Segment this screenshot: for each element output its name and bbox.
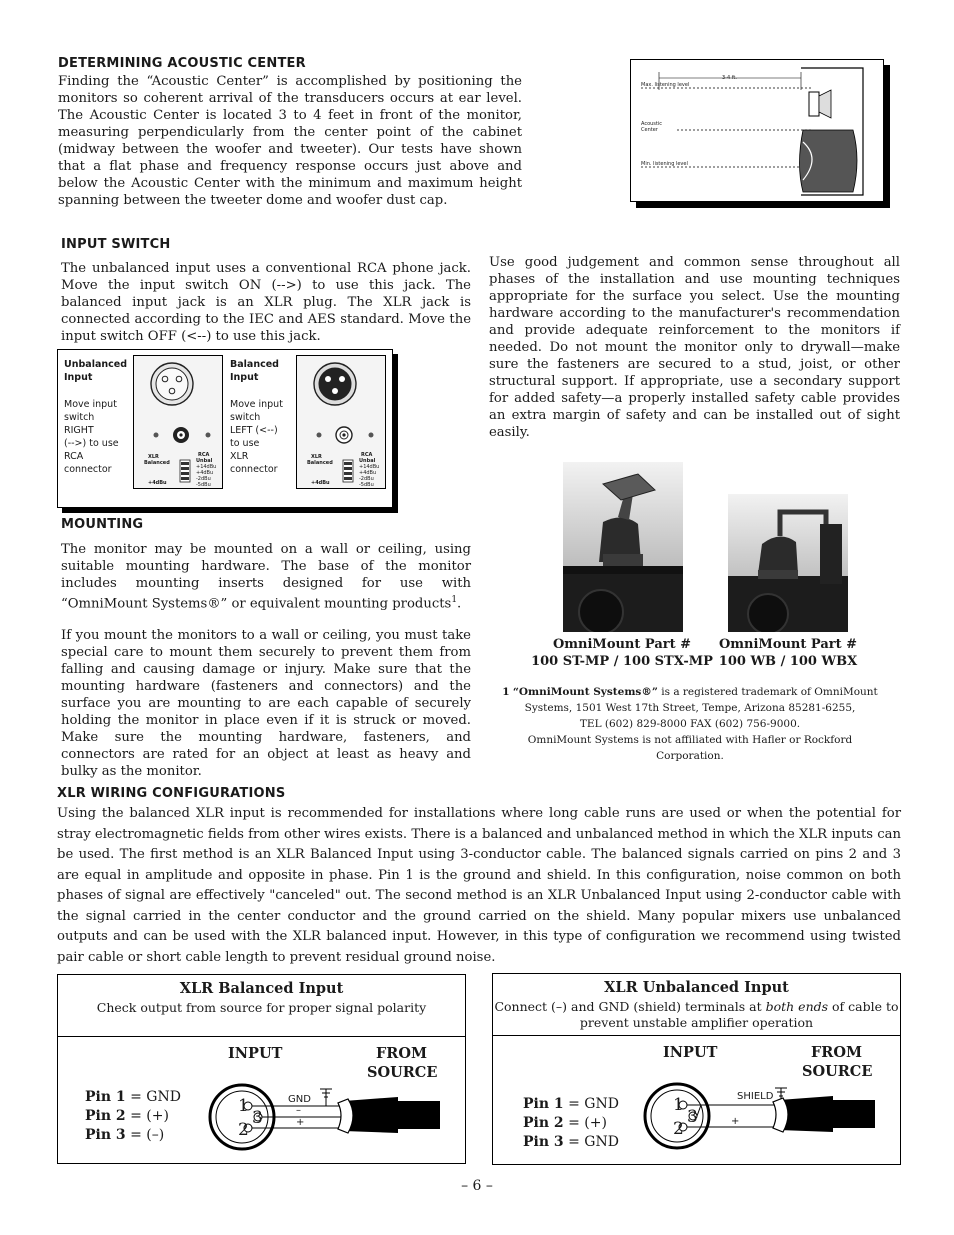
- diagram-center-label-2: Center: [641, 127, 658, 133]
- right-level-2: +4dBu: [359, 470, 377, 476]
- unbalanced-box-divider: [493, 1035, 900, 1036]
- omnimount-photo-1: [563, 462, 683, 632]
- xlr-balanced-box: [57, 974, 466, 1164]
- balanced-jack-plate: [296, 355, 386, 489]
- xlr-heading: XLR WIRING CONFIGURATIONS: [57, 786, 286, 801]
- acoustic-center-diagram: [630, 59, 884, 202]
- left-xlr-label-1: XLR: [148, 454, 159, 460]
- unbalanced-line-4: (-->) to use: [64, 438, 119, 449]
- unbalanced-line-3: RIGHT: [64, 425, 94, 436]
- diagram-min-label: Min. listening level: [641, 161, 688, 167]
- balanced-pin-2-key: Pin 2: [85, 1108, 126, 1124]
- unbalanced-pin-num-3: 3: [687, 1107, 698, 1127]
- balanced-minus-label: –: [296, 1105, 301, 1116]
- unbalanced-line-6: connector: [64, 464, 112, 475]
- unbalanced-sub-emphasis: both ends: [765, 999, 829, 1014]
- unbalanced-jack-plate: [133, 355, 223, 489]
- balanced-line-2: switch: [230, 412, 261, 423]
- left-plus-label: +4dBu: [148, 480, 167, 486]
- balanced-box-divider: [58, 1036, 465, 1037]
- footnote-line-1-text: is a registered trademark of OmniMount: [657, 686, 878, 698]
- acoustic-heading: DETERMINING ACOUSTIC CENTER: [58, 56, 306, 71]
- unbalanced-sub-part-1: Connect (–) and GND (shield) terminals at: [494, 999, 766, 1014]
- balanced-title-1: Balanced: [230, 359, 279, 370]
- unbalanced-pin-1-key: Pin 1: [523, 1096, 564, 1112]
- balanced-line-1: Move input: [230, 399, 283, 410]
- right-xlr-label-1: XLR: [311, 454, 322, 460]
- unbalanced-pin-3-key: Pin 3: [523, 1134, 564, 1150]
- unbalanced-pin-2: [523, 1114, 619, 1133]
- photo-1-caption-line-1: OmniMount Part #: [552, 637, 692, 652]
- footnote-brand: “OmniMount Systems®”: [512, 686, 658, 698]
- unbalanced-title-2: Input: [64, 372, 93, 383]
- mounting-paragraph-1: [61, 541, 471, 612]
- unbalanced-box-title: XLR Unbalanced Input: [604, 979, 789, 996]
- right-rca-label-1: RCA: [361, 452, 373, 458]
- footnote-number: 1: [502, 686, 510, 698]
- xlr-unbalanced-box: [492, 973, 901, 1165]
- unbalanced-subtitle-line-1: [493, 999, 900, 1015]
- right-xlr-label-2: Balanced: [307, 460, 333, 466]
- balanced-pin-list: [85, 1088, 181, 1145]
- unbalanced-pin-num-2: 2: [673, 1119, 684, 1139]
- unbalanced-input-label: INPUT: [663, 1044, 718, 1061]
- unbalanced-pin-list: [523, 1095, 619, 1152]
- unbalanced-pin-3: [523, 1133, 619, 1152]
- balanced-line-6: connector: [230, 464, 278, 475]
- unbalanced-pin-1: [523, 1095, 619, 1114]
- unbalanced-box-subtitle: [493, 999, 900, 1031]
- balanced-from-label: FROM: [376, 1045, 428, 1062]
- diagram-center-label-1: Acoustic: [641, 121, 663, 127]
- balanced-gnd-label: GND: [288, 1094, 311, 1105]
- unbalanced-line-2: switch: [64, 412, 95, 423]
- unbalanced-shield-label: SHIELD: [737, 1091, 774, 1102]
- footnote-ref: 1: [451, 595, 458, 605]
- unbalanced-line-1: Move input: [64, 399, 117, 410]
- unbalanced-pin-num-1: 1: [673, 1095, 684, 1115]
- right-level-1: +14dBu: [359, 464, 380, 470]
- diagram-max-label: Max. listening level: [641, 82, 690, 88]
- mounting-heading: MOUNTING: [61, 517, 144, 532]
- page-number: – 6 –: [461, 1178, 493, 1194]
- photo-2-caption: [706, 636, 870, 670]
- right-plus-label: +4dBu: [311, 480, 330, 486]
- unbalanced-pin-1-value: = GND: [563, 1096, 619, 1112]
- mounting-p1-text: The monitor may be mounted on a wall or ceiling, using suitable mounting hardware. The base of the monitor includes mounting inserts designed for use with “OmniMount Systems®” or equivalent mounting products: [61, 542, 471, 612]
- footnote: [500, 684, 880, 764]
- diagram-distance-label: 3-4 ft.: [722, 75, 737, 81]
- right-level-4: -5dBu: [359, 482, 374, 488]
- xlr-paragraph: Using the balanced XLR input is recommended for installations where long cable runs are used or when the potential for stray electromagnetic fields from other wires exists. There is a balanced and unbalanced method in which the XLR inputs can be used. The first method is an XLR Balanced Input using 3-conductor cable. The balanced signals carried on pins 2 and 3 are equal in amplitude and opposite in phase. Pin 1 is the ground and shield. In this configuration, noise common on both phases of signal are effectively "canceled" out. The second method is an XLR Unbalanced Input using 2-conductor cable with the signal carried in the center conductor and the ground carried on the shield. Many popular mixers use unbalanced outputs and can be used with the XLR balanced input. However, in this type of configuration we recommend using twisted pair cable or short cable length to prevent residual ground noise.: [57, 806, 901, 965]
- unbalanced-from-label: FROM: [811, 1044, 863, 1061]
- balanced-title-2: Input: [230, 372, 259, 383]
- balanced-line-3: LEFT (<--): [230, 425, 278, 436]
- input-panel-illustration: [57, 349, 393, 508]
- balanced-box-title: XLR Balanced Input: [179, 980, 344, 997]
- unbalanced-pin-3-value: = GND: [563, 1134, 619, 1150]
- unbalanced-source-label: SOURCE: [802, 1063, 873, 1080]
- balanced-pin-num-1: 1: [238, 1096, 249, 1116]
- unbalanced-plus-label: +: [731, 1116, 740, 1127]
- balanced-pin-2: [85, 1107, 181, 1126]
- unbalanced-subtitle-line-2: prevent unstable amplifier operation: [579, 1015, 814, 1030]
- right-rca-label-2: Unbal: [359, 458, 376, 464]
- unbalanced-title-1: Unbalanced: [64, 359, 127, 370]
- unbalanced-pin-2-value: = (+): [563, 1115, 607, 1131]
- balanced-line-4: to use: [230, 438, 260, 449]
- balanced-pin-1-value: = GND: [125, 1089, 181, 1105]
- judgement-paragraph: Use good judgement and common sense throughout all phases of the installation and use mounting techniques appropriate for the surface you select. Use the mounting hardware according to the manufacturer's recommendation and provide adequate reinforcement to the monitors if needed. Do not mount the monitor only to drywall—make sure the fasteners are secured to a stud, joist, or other structural support. If appropriate, use a secondary support for added safety—a properly installed safety cable provides an extra margin of safety and can be installed out of sight easily.: [489, 255, 900, 440]
- left-level-1: +14dBu: [196, 464, 217, 470]
- photo-1-caption-line-2: 100 ST-MP / 100 STX-MP: [531, 654, 713, 669]
- balanced-line-5: XLR: [230, 451, 249, 462]
- balanced-pin-1: [85, 1088, 181, 1107]
- input-switch-heading: INPUT SWITCH: [61, 237, 171, 252]
- balanced-pin-3-value: = (–): [125, 1127, 165, 1143]
- balanced-pin-num-2: 2: [238, 1120, 249, 1140]
- left-level-4: -5dBu: [196, 482, 211, 488]
- mounting-p1-end: .: [457, 596, 462, 612]
- balanced-pin-2-value: = (+): [125, 1108, 169, 1124]
- balanced-pin-3-key: Pin 3: [85, 1127, 126, 1143]
- left-level-3: -2dBu: [196, 476, 211, 482]
- unbalanced-pin-2-key: Pin 2: [523, 1115, 564, 1131]
- omnimount-photo-2: [728, 494, 848, 632]
- balanced-plus-label: +: [296, 1117, 305, 1128]
- balanced-box-subtitle: Check output from source for proper signal polarity: [96, 1000, 427, 1015]
- balanced-pin-1-key: Pin 1: [85, 1089, 126, 1105]
- balanced-pin-num-3: 3: [252, 1108, 263, 1128]
- footnote-line-1: [500, 684, 880, 700]
- footnote-line-3: TEL (602) 829-8000 FAX (602) 756-9000.: [579, 718, 801, 730]
- omnimount-photo-2-graphic: [728, 494, 848, 632]
- mounting-paragraph-2: If you mount the monitors to a wall or ceiling, you must take special care to mount them securely to prevent them from falling and causing damage or injury. Make sure that the mounting hardware (fasteners and connectors) and the surface you are mounting to are each capable of securely holding the monitor in place even if it is struck or moved. Make sure the mounting hardware, fasteners, and connectors are rated for an object at least as heavy and bulky as the monitor.: [61, 628, 471, 779]
- input-switch-paragraph: The unbalanced input uses a conventional RCA phone jack. Move the input switch ON (-->) to use this jack. The balanced input jack is an XLR plug. The XLR jack is connected according to the IEC and AES standard. Move the input switch OFF (<--) to use this jack.: [61, 261, 471, 344]
- omnimount-photo-1-graphic: [563, 462, 683, 632]
- acoustic-paragraph: Finding the “Acoustic Center” is accomplished by positioning the monitors so coherent arrival of the transducers occurs at ear level. The Acoustic Center is located 3 to 4 feet in front of the monitor, measuring perpendicularly from the center point of the cabinet (midway between the woofer and tweeter). Our tests have shown that a flat phase and frequency response occurs just above and below the Acoustic Center with the minimum and maximum height spanning between the tweeter dome and woofer dust cap.: [58, 74, 522, 208]
- left-level-2: +4dBu: [196, 470, 214, 476]
- footnote-line-4: OmniMount Systems is not affiliated with Hafler or Rockford Corporation.: [527, 734, 853, 762]
- left-rca-label-1: RCA: [198, 452, 210, 458]
- photo-1-caption: [524, 636, 720, 670]
- right-level-3: -2dBu: [359, 476, 374, 482]
- balanced-input-label: INPUT: [228, 1045, 283, 1062]
- balanced-pin-3: [85, 1126, 181, 1145]
- unbalanced-line-5: RCA: [64, 451, 84, 462]
- footnote-line-2: Systems, 1501 West 17th Street, Tempe, Arizona 85281-6255,: [524, 702, 856, 714]
- left-xlr-label-2: Balanced: [144, 460, 170, 466]
- photo-2-caption-line-1: OmniMount Part #: [718, 637, 858, 652]
- photo-2-caption-line-2: 100 WB / 100 WBX: [718, 654, 858, 669]
- left-rca-label-2: Unbal: [196, 458, 213, 464]
- balanced-source-label: SOURCE: [367, 1064, 438, 1081]
- unbalanced-sub-part-2: of cable to: [828, 999, 899, 1014]
